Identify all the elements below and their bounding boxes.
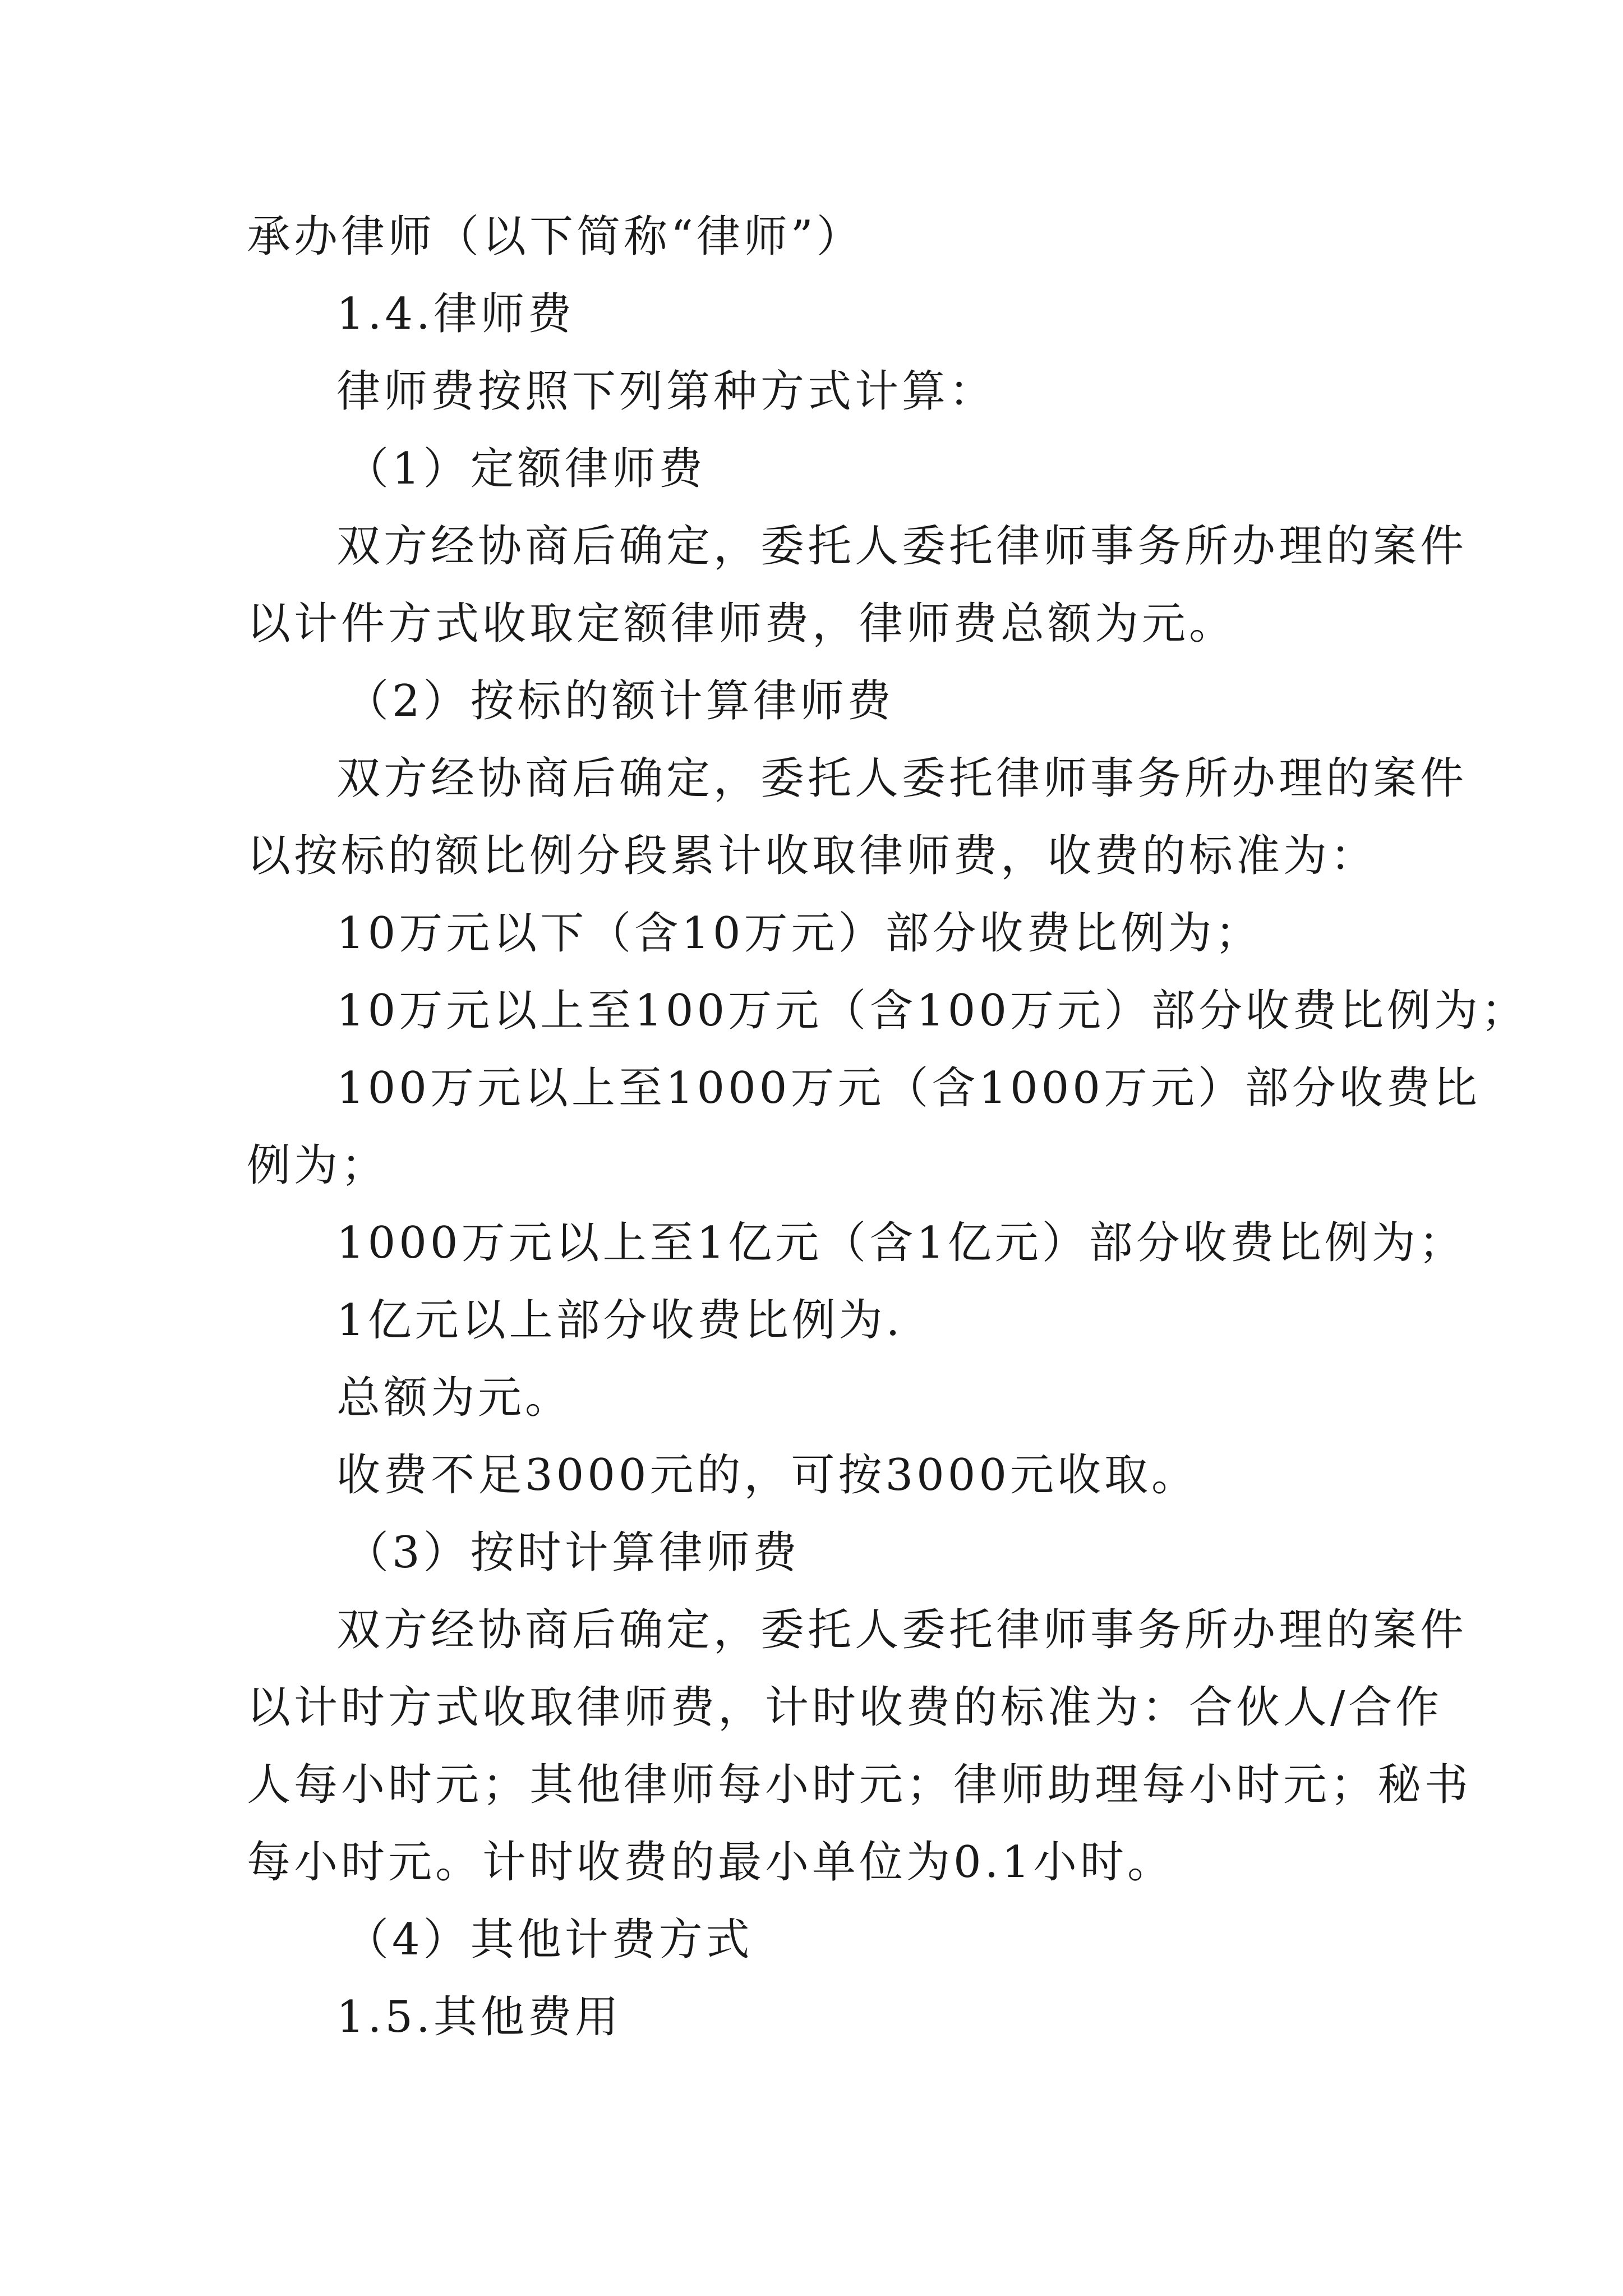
paragraph-line: 律师费按照下列第种方式计算： <box>336 366 997 417</box>
paragraph-line: 双方经协商后确定，委托人委托律师事务所办理的案件 <box>336 753 1468 804</box>
paragraph-line: 收费不足3000元的，可按3000元收取。 <box>336 1450 1199 1501</box>
paragraph-line: 10万元以上至100万元（含100万元）部分收费比例为； <box>336 986 1529 1036</box>
paragraph-line: 以按标的额比例分段累计收取律师费，收费的标准为： <box>247 831 1378 881</box>
paragraph-line: 总额为元。 <box>336 1373 573 1423</box>
subsection-heading: （4）其他计费方式 <box>345 1915 753 1965</box>
paragraph-line: 承办律师（以下简称“律师”） <box>247 211 864 262</box>
paragraph-line: 双方经协商后确定，委托人委托律师事务所办理的案件 <box>336 521 1468 572</box>
paragraph-line: 1000万元以上至1亿元（含1亿元）部分收费比例为； <box>336 1218 1466 1268</box>
paragraph-line: 10万元以下（含10万元）部分收费比例为； <box>336 908 1262 959</box>
subsection-heading: （1）定额律师费 <box>345 444 706 494</box>
paragraph-line: 双方经协商后确定，委托人委托律师事务所办理的案件 <box>336 1605 1468 1655</box>
paragraph-line: 人每小时元；其他律师每小时元；律师助理每小时元；秘书 <box>247 1760 1472 1810</box>
paragraph-line: 以计件方式收取定额律师费，律师费总额为元。 <box>247 599 1237 649</box>
paragraph-line: 以计时方式收取律师费，计时收费的标准为：合伙人/合作 <box>247 1682 1443 1733</box>
section-heading: 1.4.律师费 <box>336 289 575 339</box>
paragraph-line: 例为； <box>247 1140 389 1191</box>
paragraph-line: 100万元以上至1000万元（含1000万元）部分收费比 <box>336 1063 1481 1114</box>
subsection-heading: （3）按时计算律师费 <box>345 1527 800 1578</box>
paragraph-line: 1亿元以上部分收费比例为. <box>336 1295 903 1346</box>
paragraph-line: 每小时元。计时收费的最小单位为0.1小时。 <box>247 1837 1175 1888</box>
subsection-heading: （2）按标的额计算律师费 <box>345 676 895 726</box>
section-heading: 1.5.其他费用 <box>336 1992 622 2042</box>
